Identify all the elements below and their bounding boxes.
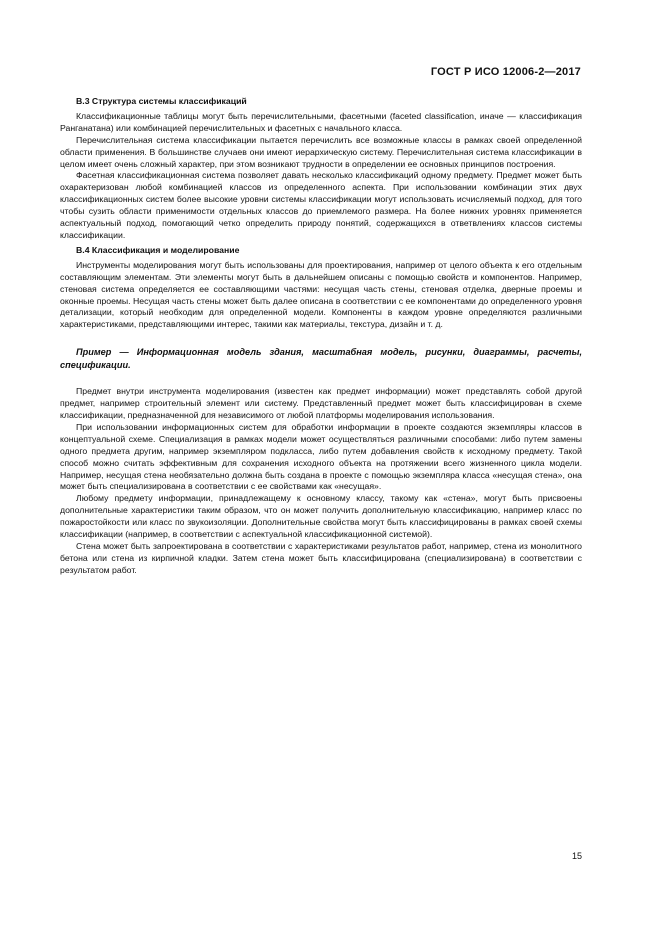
section-b3-paragraph-2: Перечислительная система классификации пытается перечислить все возможные классы в рамках своей определенной области применения. В большинстве случаев они имеют иерархическую систему. Перечислительная система классификации в целом имеет очень сложный характер, при этом возникают трудности в определении ее основных принципов построения. <box>60 134 582 169</box>
page-content <box>60 96 582 577</box>
example-note: Пример — Информационная модель здания, масштабная модель, рисунки, диаграммы, расчеты, спецификации. <box>60 347 582 370</box>
document-code-header: ГОСТ Р ИСО 12006-2—2017 <box>430 66 581 78</box>
section-b4-paragraph-4: Любому предмету информации, принадлежащему к основному классу, такому как «стена», могут быть присвоены дополнительные характеристики таким образом, что он может получить дополнительную классификацию, например класс по пожаростойкости или класс по звукоизоляции. Дополнительные свойства могут быть классифицированы в рамках своей схемы классификации (например, в соответствии с аспектуальной классификационной системой). <box>60 493 582 540</box>
section-b4-paragraph-1: Инструменты моделирования могут быть использованы для проектирования, например от целого объекта к его отдельным составляющим элементам. Эти элементы могут быть в дальнейшем описаны с помощью свойств и компонентов. Например, стеновая система определяется ее составляющими частями: несущая часть стены, стеновая отделка, дверные проемы и оконные проемы. Несущая часть стены может быть далее описана в соответствии с ее компонентами до определенного уровня детализации, который необходим для определенной модели. Компоненты в каждом уровне определяются различными характеристиками, представляющими интерес, такими как материалы, текстура, дизайн и т. д. <box>60 259 582 330</box>
page-number: 15 <box>572 851 583 861</box>
section-b4-paragraph-5: Стена может быть запроектирована в соответствии с характеристиками результатов работ, например, стена из монолитного бетона или стена из кирпичной кладки. Затем стена может быть классифицирована (специализирована) в соответствии с результатом работ. <box>60 541 582 575</box>
section-b3-paragraph-1: Классификационные таблицы могут быть перечислительными, фасетными (faceted classification, иначе — классификация Ранганатана) или комбинацией перечислительных и фасетных с начального класса. <box>60 110 582 133</box>
section-b4-paragraph-3: При использовании информационных систем для обработки информации в проекте создаются экземпляры классов в концептуальной схеме. Специализация в рамках модели может осуществляться различными способами: либо путем замены одного предмета другим, например экземпляром подкласса, либо путем добавления свойств к исходному предмету. Такой способ можно считать эффективным для сохранения исходного объекта на протяжении всего жизненного цикла модели. Например, несущая стена необязательно должна быть создана в проекте с помощью экземпляра класса «несущая стена», она может быть специализирована в соответствии с ее свойствами как «несущая». <box>60 421 582 492</box>
section-b4-paragraph-2: Предмет внутри инструмента моделирования (известен как предмет информации) может представлять собой другой предмет, например строительный элемент или систему. Представленный предмет может быть классифицирован в схеме классификации, предназначенной для независимого от любой платформы моделирования использования. <box>60 386 582 421</box>
section-b3-paragraph-3: Фасетная классификационная система позволяет давать несколько классификаций одному предмету. Предмет может быть охарактеризован любой комбинацией классов из определенного аспекта. При использовании комбинации этих двух классификационных систем более высокие уровни системы классификации могут использовать исчисляемый подход, для того чтобы сузить области применимости отдельных классов до приемлемого размера. На более нижних уровнях применяется аспектуальный подход, помогающий четко определить природу понятий, содержащихся в ответвлениях классов системы классификации. <box>60 170 582 240</box>
section-b3-title: В.3 Структура системы классификаций <box>76 96 247 106</box>
section-b4-title: В.4 Классификация и моделирование <box>76 244 240 255</box>
